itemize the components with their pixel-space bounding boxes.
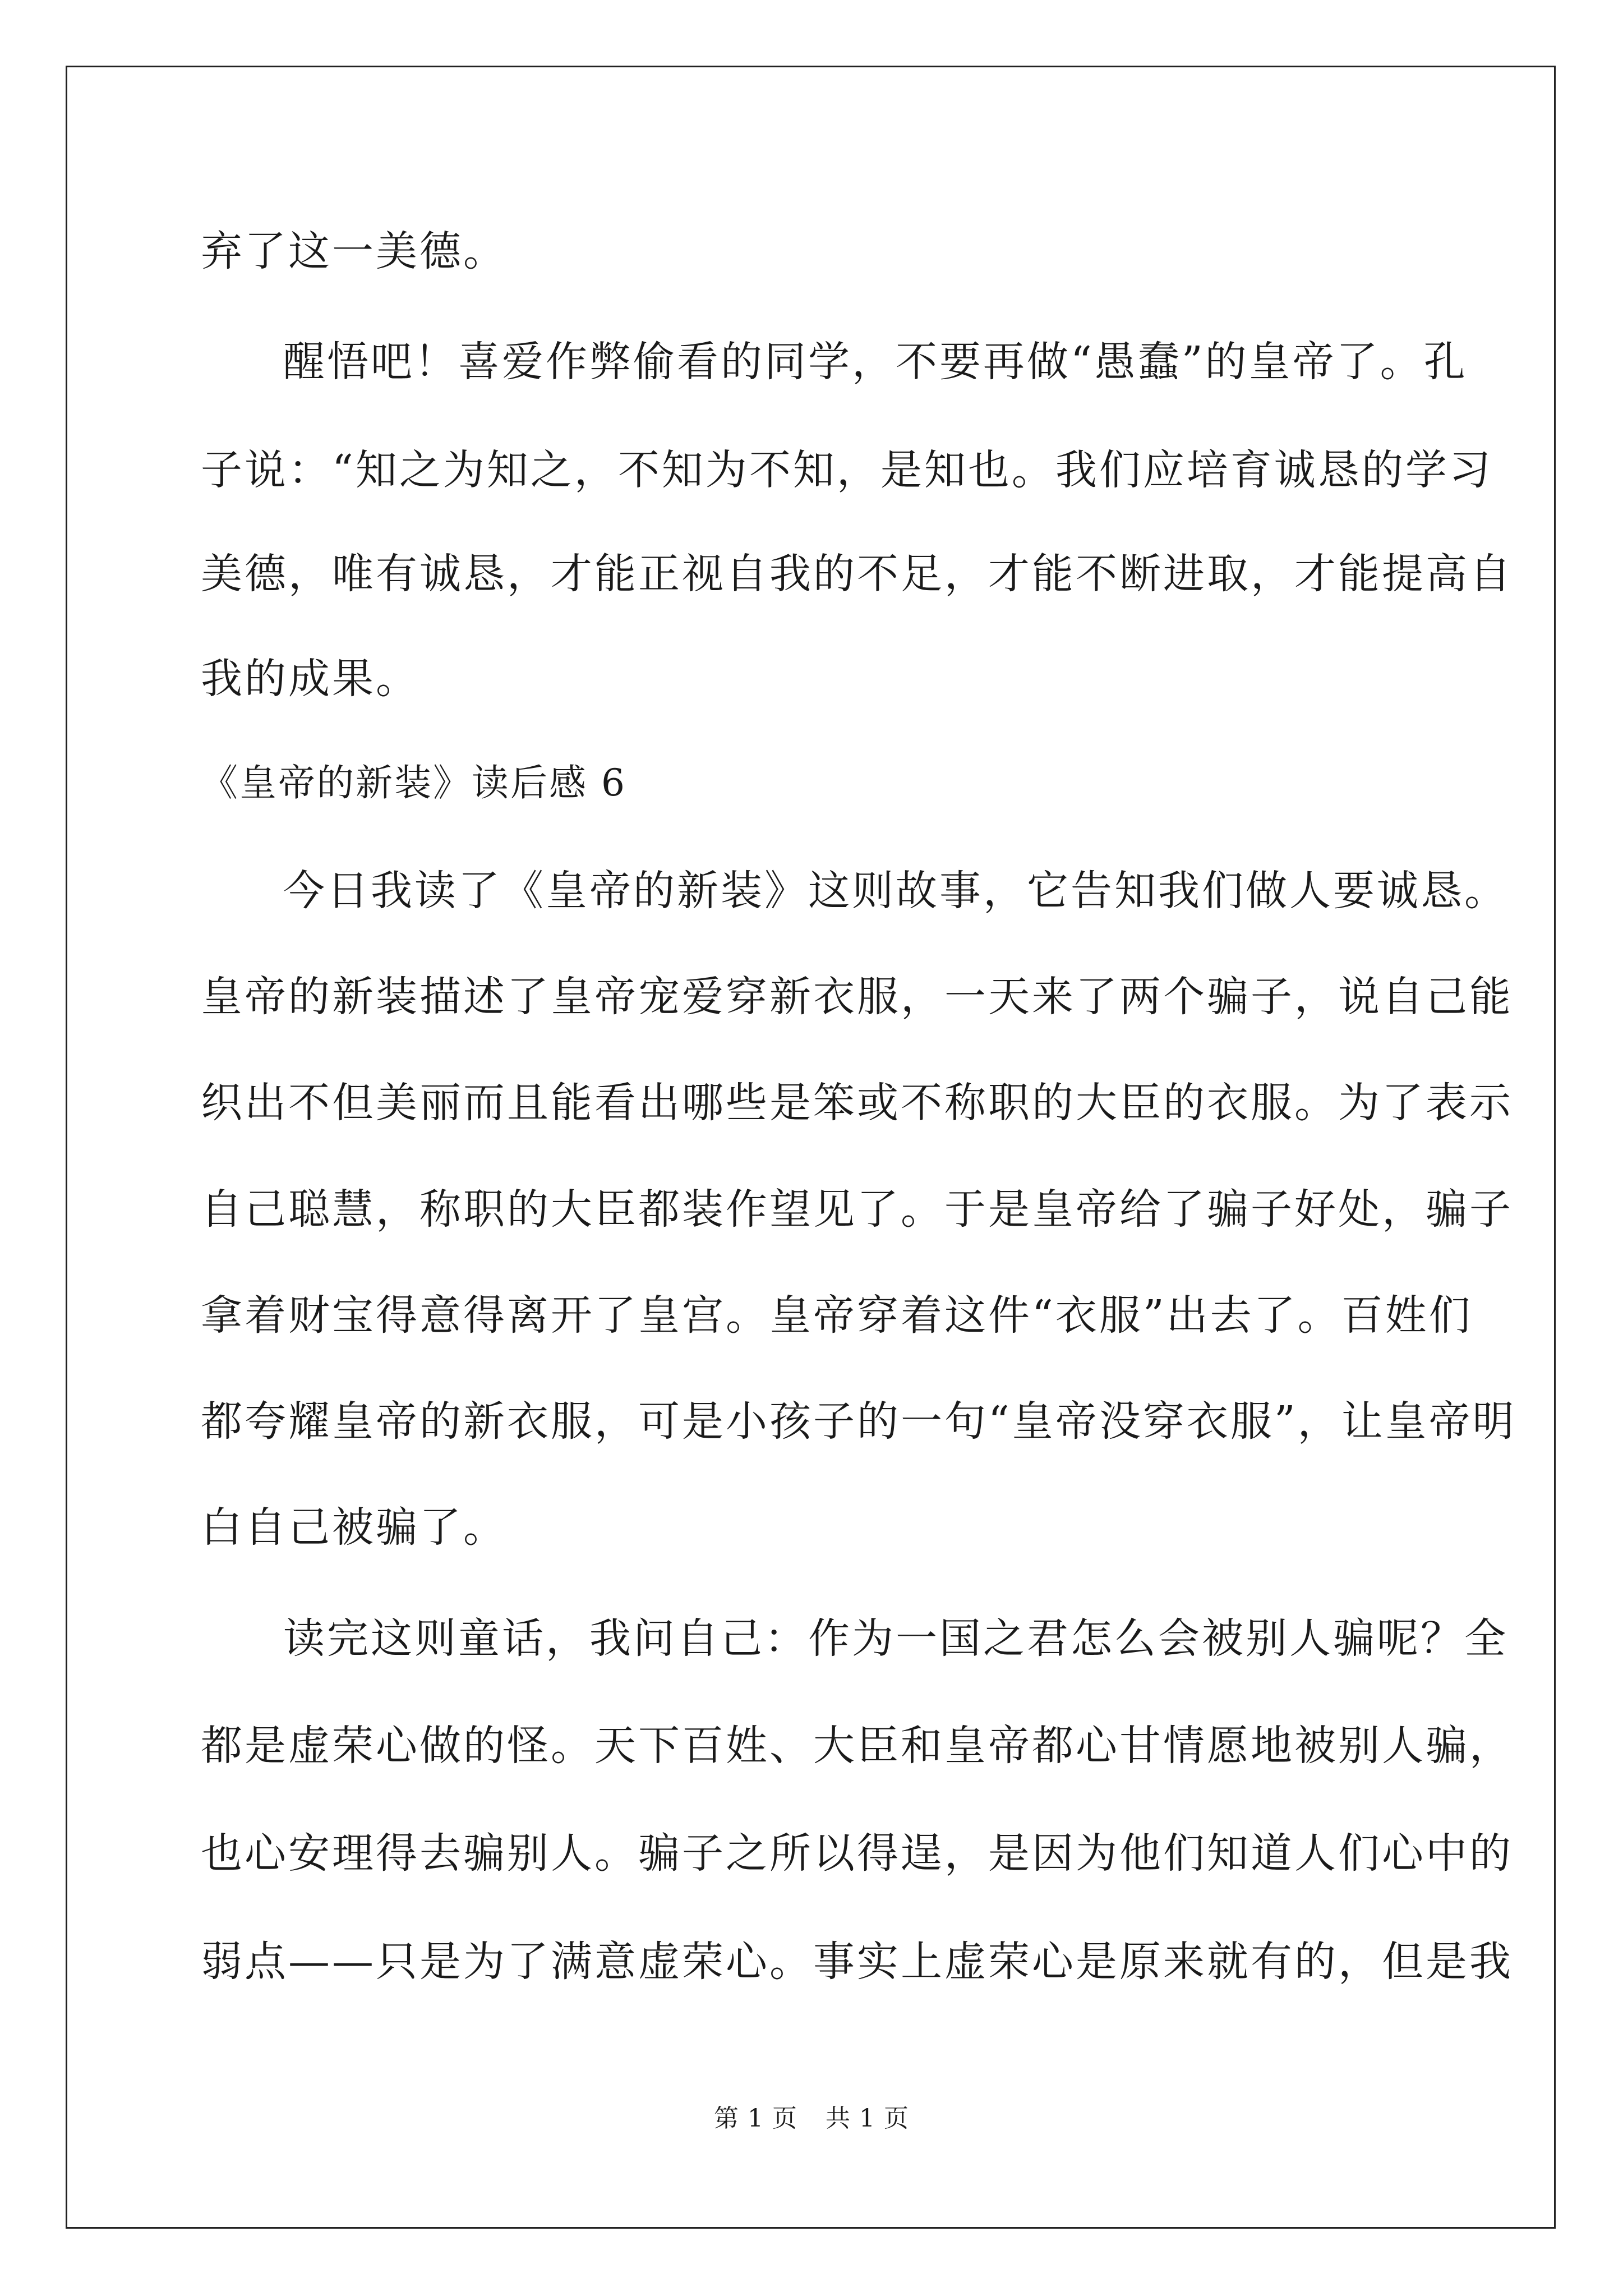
text-line: 我的成果。	[201, 655, 419, 703]
text-line: 自己聪慧，称职的大臣都装作望见了。于是皇帝给了骗子好处，骗子	[201, 1185, 1513, 1234]
text-line: 织出不但美丽而且能看出哪些是笨或不称职的大臣的衣服。为了表示	[201, 1079, 1513, 1127]
text-line: 拿着财宝得意得离开了皇宫。皇帝穿着这件“衣服”出去了。百姓们	[201, 1291, 1473, 1340]
text-line: 白自己被骗了。	[201, 1503, 507, 1552]
text-line: 美德，唯有诚恳，才能正视自我的不足，才能不断进取，才能提高自	[201, 550, 1513, 598]
page-number: 第 1 页	[714, 2104, 797, 2133]
text-line: 弃了这一美德。	[201, 227, 507, 275]
text-line: 也心安理得去骗别人。骗子之所以得逞，是因为他们知道人们心中的	[201, 1829, 1513, 1878]
text-line: 读完这则童话，我问自己：作为一国之君怎么会被别人骗呢？全	[283, 1614, 1508, 1663]
text-line: 醒悟吧！喜爱作弊偷看的同学，不要再做“愚蠢”的皇帝了。孔	[283, 338, 1468, 386]
text-line: 今日我读了《皇帝的新装》这则故事，它告知我们做人要诚恳。	[283, 867, 1508, 915]
page-total: 共 1 页	[826, 2104, 909, 2133]
text-line: 弱点——只是为了满意虚荣心。事实上虚荣心是原来就有的，但是我	[201, 1938, 1513, 1986]
text-line: 皇帝的新装描述了皇帝宠爱穿新衣服，一天来了两个骗子，说自己能	[201, 973, 1513, 1021]
text-line: 都是虚荣心做的怪。天下百姓、大臣和皇帝都心甘情愿地被别人骗，	[201, 1722, 1513, 1770]
section-title: 《皇帝的新装》读后感 6	[201, 761, 626, 804]
text-line: 子说：“知之为知之，不知为不知，是知也。我们应培育诚恳的学习	[201, 446, 1493, 494]
page-border	[66, 66, 1556, 2229]
page-footer	[0, 2102, 1623, 2136]
text-line: 都夸耀皇帝的新衣服，可是小孩子的一句“皇帝没穿衣服”，让皇帝明	[201, 1397, 1516, 1446]
